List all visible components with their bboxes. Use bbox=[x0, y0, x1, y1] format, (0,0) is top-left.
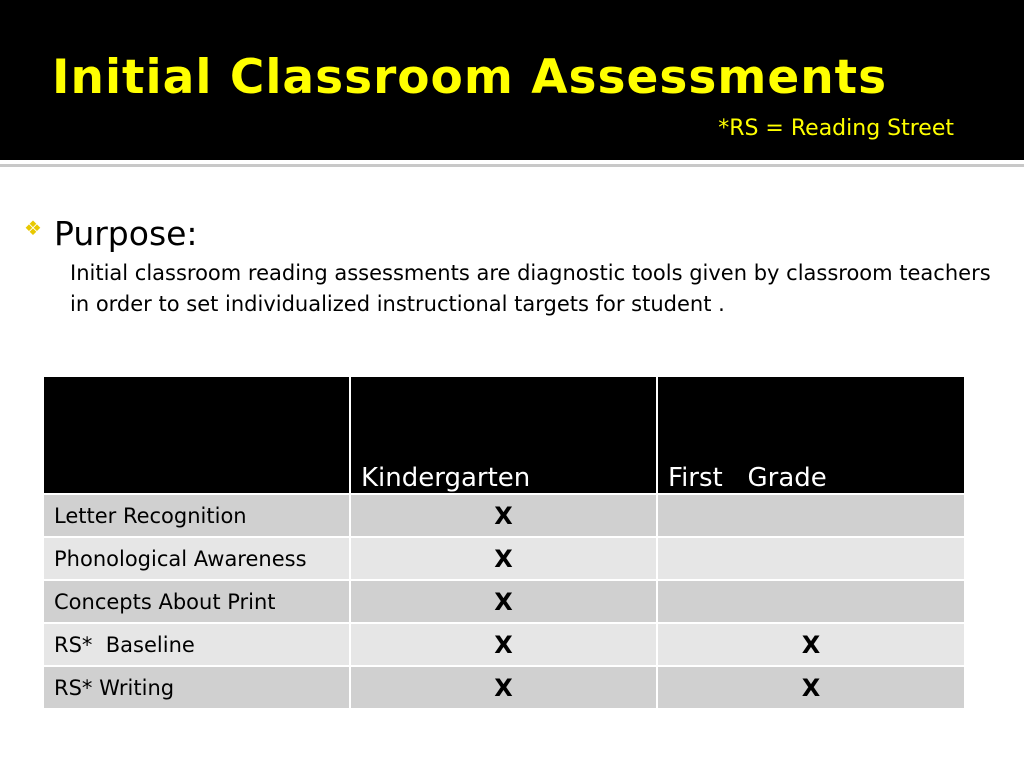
slide-title: Initial Classroom Assessments bbox=[52, 50, 888, 105]
row-label: Phonological Awareness bbox=[43, 537, 350, 580]
kindergarten-mark: X bbox=[350, 623, 657, 666]
header-cell-blank bbox=[43, 376, 350, 494]
row-label: RS* Baseline bbox=[43, 623, 350, 666]
kindergarten-mark: X bbox=[350, 666, 657, 709]
first-grade-mark bbox=[657, 537, 965, 580]
kindergarten-mark: X bbox=[350, 580, 657, 623]
assessment-table bbox=[42, 375, 966, 710]
table-row bbox=[43, 666, 965, 709]
title-bar bbox=[0, 0, 1024, 160]
table-row bbox=[43, 537, 965, 580]
purpose-heading: Purpose: bbox=[54, 214, 198, 253]
header-cell-first-grade: First Grade bbox=[657, 376, 965, 494]
first-grade-mark: X bbox=[657, 623, 965, 666]
row-label: RS* Writing bbox=[43, 666, 350, 709]
slide-subtitle: *RS = Reading Street bbox=[718, 116, 954, 141]
purpose-description: Initial classroom reading assessments are diagnostic tools given by classroom teachers in order to set individualized instructional targets for student . bbox=[70, 261, 991, 316]
first-grade-mark bbox=[657, 580, 965, 623]
table-header-row bbox=[43, 376, 965, 494]
row-label: Letter Recognition bbox=[43, 494, 350, 537]
table-row bbox=[43, 623, 965, 666]
table-row bbox=[43, 494, 965, 537]
first-grade-mark: X bbox=[657, 666, 965, 709]
table-row bbox=[43, 580, 965, 623]
diamond-bullet-icon: ❖ bbox=[24, 216, 42, 240]
title-divider bbox=[0, 164, 1024, 167]
kindergarten-mark: X bbox=[350, 537, 657, 580]
row-label: Concepts About Print bbox=[43, 580, 350, 623]
header-cell-kindergarten: Kindergarten bbox=[350, 376, 657, 494]
kindergarten-mark: X bbox=[350, 494, 657, 537]
first-grade-mark bbox=[657, 494, 965, 537]
